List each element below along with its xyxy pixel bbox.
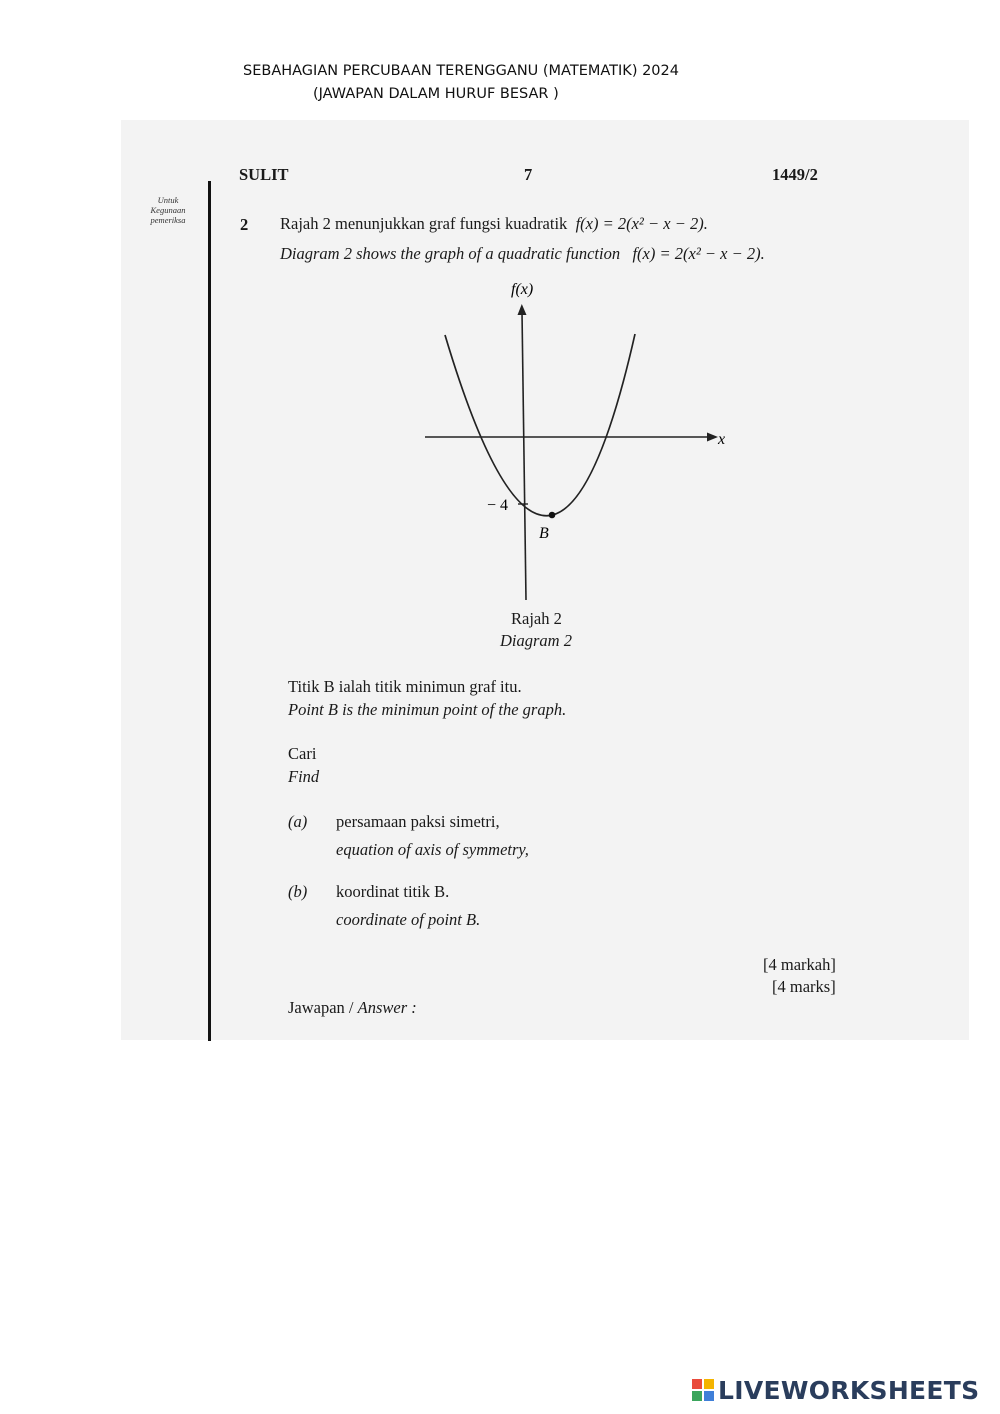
marks-english: [4 marks] (772, 977, 836, 996)
marks-malay: [4 markah] (763, 955, 836, 974)
liveworksheets-footer (692, 1372, 979, 1408)
page-number: 7 (524, 165, 533, 184)
diagram-caption-english: Diagram 2 (500, 631, 572, 650)
question-intro-english (280, 244, 765, 264)
margin-rule (208, 181, 211, 1041)
point-b-label: B (539, 525, 549, 542)
examiner-label-3: pemeriksa (150, 215, 186, 225)
part-a-label: (a) (288, 812, 308, 831)
logo-tile-e (704, 1391, 714, 1401)
part-a-english: equation of axis of symmetry, (336, 840, 529, 859)
parabola-curve (445, 334, 635, 516)
answer-label (288, 998, 417, 1018)
worksheet-header-line-2: (JAWAPAN DALAM HURUF BESAR ) (313, 86, 559, 102)
point-statement-english: Point B is the minimun point of the graph. (288, 700, 567, 719)
y-axis (522, 312, 526, 600)
x-axis-arrow (707, 433, 718, 442)
part-b-label: (b) (288, 882, 308, 901)
paper-code: 1449/2 (772, 165, 818, 184)
examiner-use-column (138, 195, 198, 225)
logo-tile-i (704, 1379, 714, 1389)
point-statement-malay: Titik B ialah titik minimun graf itu. (288, 677, 522, 696)
worksheet-header-line-1: SEBAHAGIAN PERCUBAAN TERENGGANU (MATEMATIK) 2024 (243, 63, 679, 79)
logo-tile-l (692, 1379, 702, 1389)
part-b-english: coordinate of point B. (336, 910, 481, 929)
liveworksheets-brand: LIVEWORKSHEETS (718, 1375, 980, 1405)
liveworksheets-logo-icon (692, 1379, 714, 1401)
part-a-malay: persamaan paksi simetri, (336, 812, 500, 831)
part-b-malay: koordinat titik B. (336, 882, 450, 901)
find-malay: Cari (288, 744, 317, 763)
quadratic-graph (400, 270, 740, 610)
intro-malay-text: Rajah 2 menunjukkan graf fungsi kuadratik (280, 214, 568, 233)
function-expression: f(x) = 2(x² − x − 2). (575, 214, 708, 233)
answer-label-malay: Jawapan / (288, 998, 358, 1017)
function-expression-english: f(x) = 2(x² − x − 2). (632, 244, 765, 263)
question-intro-malay (280, 214, 708, 234)
examiner-label-1: Untuk (157, 195, 179, 205)
y-intercept-label: − 4 (487, 497, 509, 514)
sulit-label: SULIT (239, 165, 289, 184)
examiner-label-2: Kegunaan (150, 205, 186, 215)
intro-english-text: Diagram 2 shows the graph of a quadratic function (280, 244, 621, 263)
y-axis-arrow (518, 304, 527, 315)
question-number: 2 (240, 215, 249, 234)
logo-tile-v (692, 1391, 702, 1401)
find-english: Find (288, 767, 320, 786)
x-axis-label: x (718, 431, 726, 448)
y-axis-label: f(x) (511, 281, 534, 298)
answer-label-english: Answer : (357, 998, 417, 1017)
diagram-caption-malay: Rajah 2 (511, 609, 562, 628)
minimum-point-b (549, 512, 556, 519)
